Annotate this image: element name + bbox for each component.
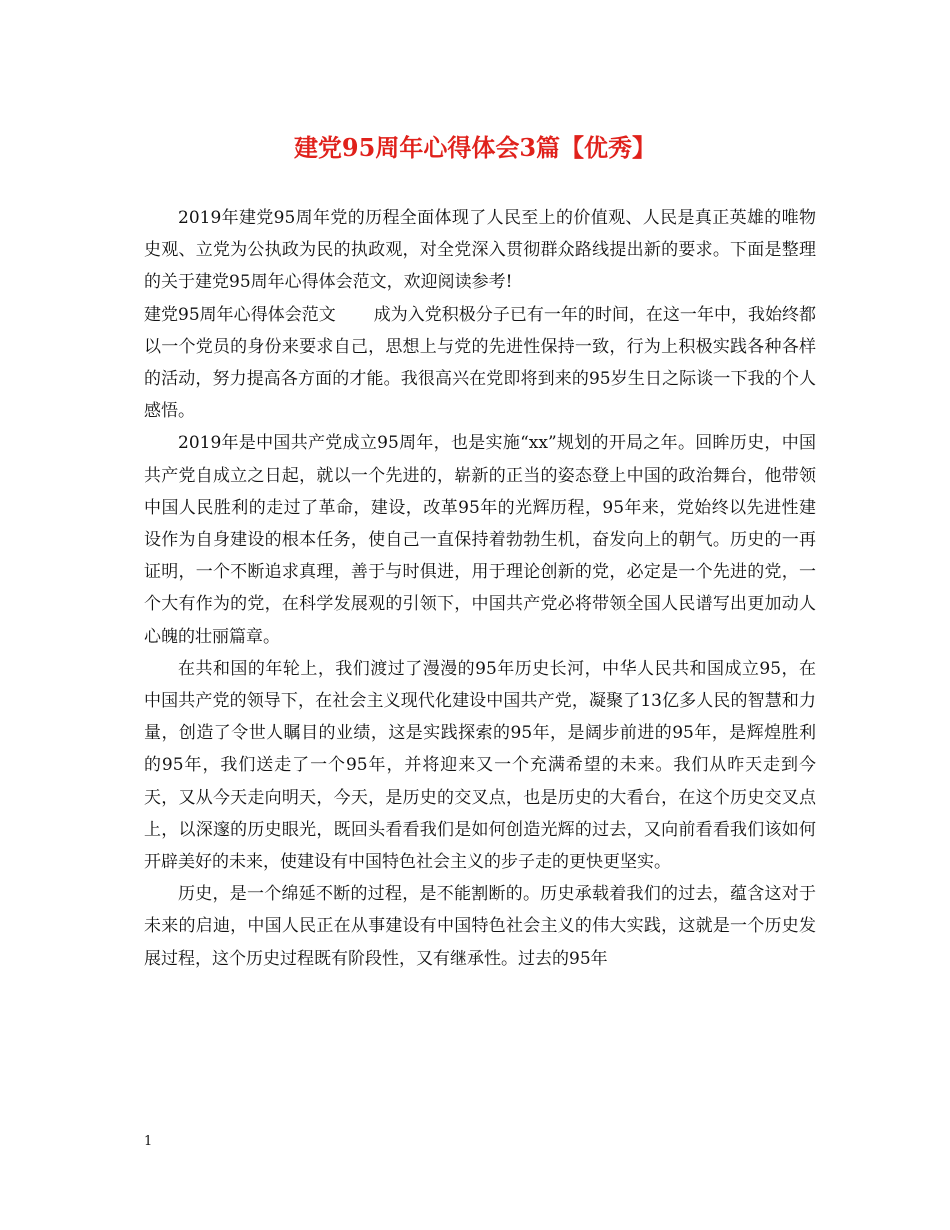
section-paragraph xyxy=(144,299,816,428)
body-paragraph-2: 在共和国的年轮上，我们渡过了漫漫的95年历史长河，中华人民共和国成立95，在中国共产党的领导下，在社会主义现代化建设中国共产党，凝聚了13亿多人民的智慧和力量，创造了令世人瞩目的业绩，这是实践探索的95年，是阔步前进的95年，是辉煌胜利的95年，我们送走了一个95年，并将迎来又一个充满希望的未来。我们从昨天走到今天，又从今天走向明天，今天，是历史的交叉点，也是历史的大看台，在这个历史交叉点上，以深邃的历史眼光，既回头看看我们是如何创造光辉的过去，又向前看看我们该如何开辟美好的未来，使建设有中国特色社会主义的步子走的更快更坚实。 xyxy=(144,658,816,873)
intro-paragraph: 2019年建党95周年党的历程全面体现了人民至上的价值观、人民是真正英雄的唯物史观、立党为公执政为民的执政观，对全党深入贯彻群众路线提出新的要求。下面是整理的关于建党95周年心得体会范文，欢迎阅读参考! xyxy=(144,208,816,293)
section-first-paragraph: 成为入党积极分子已有一年的时间，在这一年中，我始终都以一个党员的身份来要求自己，思想上与党的先进性保持一致，行为上积极实践各种各样的活动，努力提高各方面的才能。我很高兴在党即将到来的95岁生日之际谈一下我的个人感悟。 xyxy=(144,304,817,422)
body-paragraph-1: 2019年是中国共产党成立95周年，也是实施“xx”规划的开局之年。回眸历史，中国共产党自成立之日起，就以一个先进的，崭新的正当的姿态登上中国的政治舞台，他带领中国人民胜利的走过了革命，建设，改革95年的光辉历程，95年来，党始终以先进性建设作为自身建设的根本任务，使自己一直保持着勃勃生机，奋发向上的朝气。历史的一再证明，一个不断追求真理，善于与时俱进，用于理论创新的党，必定是一个先进的党，一个大有作为的党，在科学发展观的引领下，中国共产党必将带领全国人民谱写出更加动人心魄的壮丽篇章。 xyxy=(144,433,816,647)
document-title: 建党95周年心得体会3篇【优秀】 xyxy=(293,133,657,162)
body-paragraph-3: 历史，是一个绵延不断的过程，是不能割断的。历史承载着我们的过去，蕴含这对于未来的启迪，中国人民正在从事建设有中国特色社会主义的伟大实践，这就是一个历史发展过程，这个历史过程既有阶段性，又有继承性。过去的95年 xyxy=(144,884,816,969)
page-number: 1 xyxy=(144,1134,153,1149)
section-heading: 建党95周年心得体会范文 xyxy=(144,304,336,325)
document-body xyxy=(144,202,816,975)
